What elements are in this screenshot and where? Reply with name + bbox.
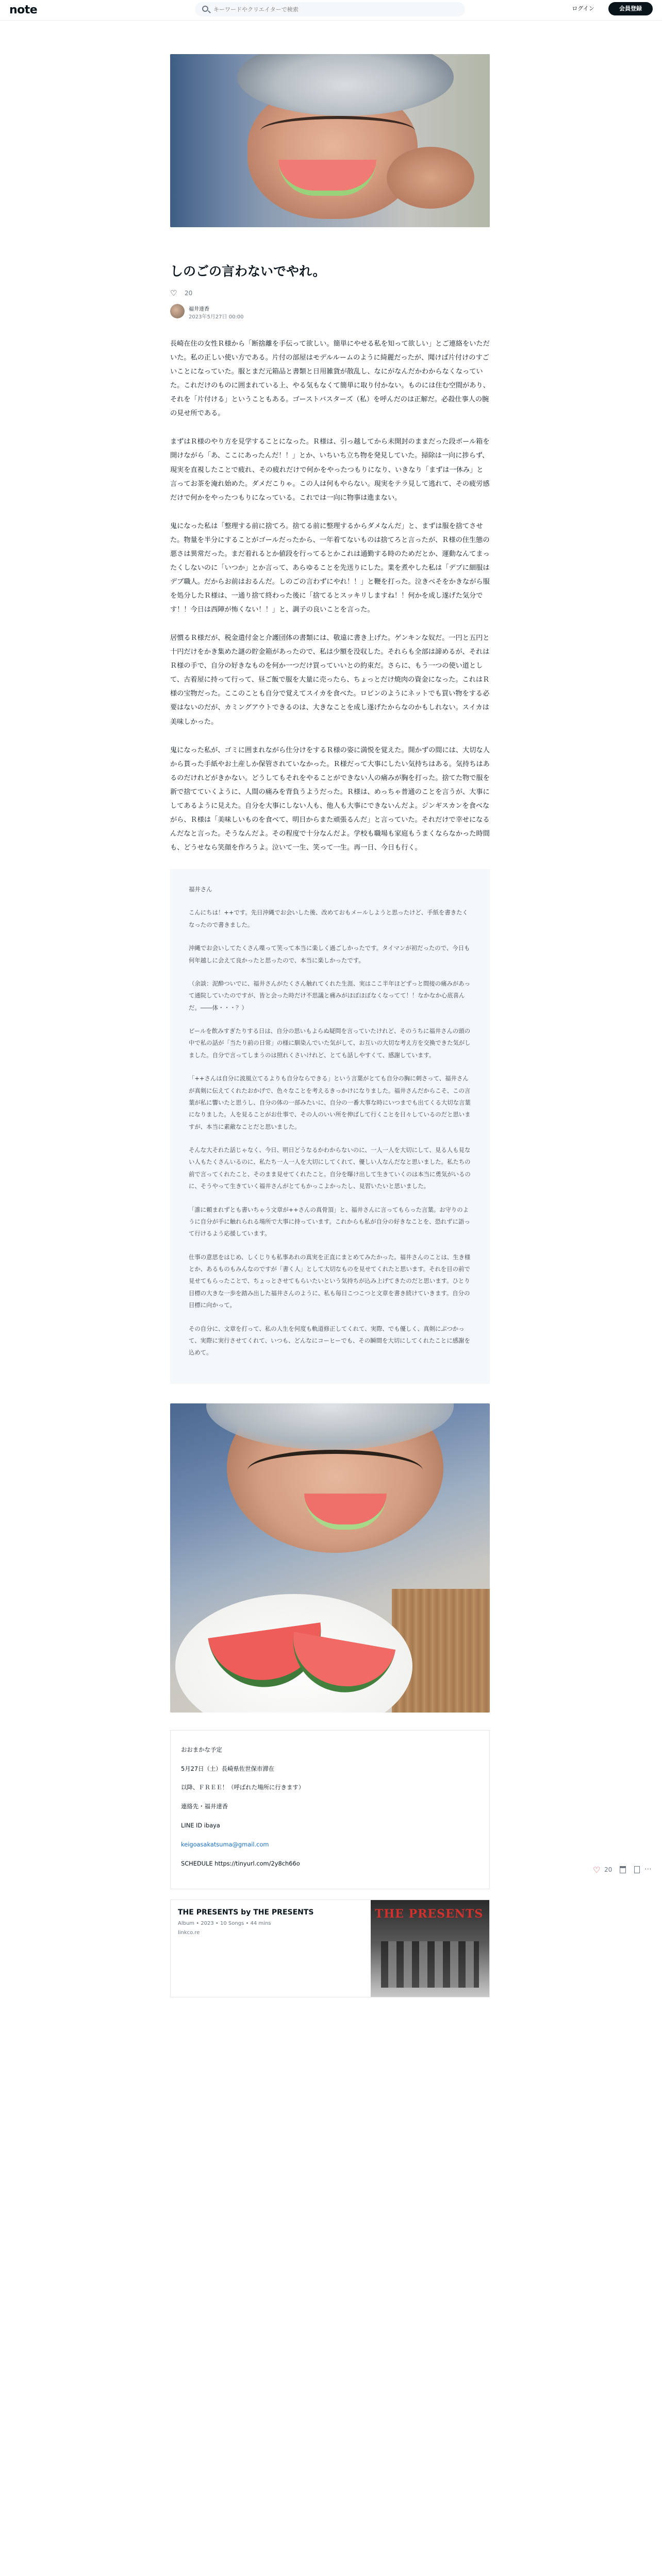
embed-source: linkco.re [178,1930,200,1936]
author-info [170,303,490,320]
note-logo[interactable]: note [9,4,38,16]
article-title: しのごの言わないでやれ。 [170,264,326,279]
like-area [170,289,490,299]
schedule-heading: おおまかな予定 [181,1745,222,1753]
quote-paragraph: こんにちは！++です。先日沖縄でお会いした後、改めておもメールしようと思ったけど、手紙を書きたくなったので書きました。 [189,909,468,928]
floating-like-count: 20 [604,1866,613,1873]
embed-meta: Album • 2023 • 10 Songs • 44 mins [178,1921,271,1927]
search-input[interactable] [213,2,456,16]
quote-paragraph: その自分に、文章を打って、私の人生を何度も軌道修正してくれて、実際、でも優しく、真剣にぶつかって、実際に実行させてくれて、いつも、どんなにコーヒーでも、その瞬間を大切にしてくれたことに感謝を込めて。 [189,1325,470,1357]
schedule-line: 以降、ＦＲＥＥ！（呼ばれた場所に行きます） [181,1784,305,1791]
email-link[interactable]: keigoasakatsuma@gmail.com [181,1840,269,1848]
watermelon-photo [170,1403,490,1713]
quote-paragraph: 仕事の意思をはじめ、しくじりも私事あれの真実を正直にまとめてみたかった。福井さんのことは、生き様とか、あるものもみんなのですが「書く人」として大切なものを見せてくれたと思います。それを目の前で見せてもらったことで、ちょっとさせてもらいたいという気持ちが込み上げてきたのだと思います。ひとり目標の大きな一歩を踏み出した福井さんのように、私も毎日こつこつと文章を書き続けていきます。自分の目標に向かって。 [189,1253,471,1309]
search-icon [202,6,208,12]
body-paragraph: 長崎在住の女性Ｒ様から「断捨離を手伝って欲しい。簡単にやせる私を知って欲しい」とご連絡をいただいた。私の正しい使い方である。片付の部屋はモデルルームのように綺麗だったが、聞けば片付けのすごいことになっていた。服とまだ元箱品と書類と日用雑貨が散乱し、なにがなんだかわからなくなっていた。これだけのものに囲まれている上、やる気もなくて簡単に取り付かない。ものには住む空間があり、それを「片付ける」ということもある。ゴーストバスターズ（私）を呼んだのは正解だ。必殺仕事人の腕の見せ所である。 [170,340,490,418]
login-button[interactable]: ログイン [572,5,594,12]
schedule-line: 5月27日（土）長崎県佐世保市滞在 [181,1765,275,1772]
embed-card[interactable] [170,1900,490,1997]
quote-paragraph: （余談：泥酔ついでに、福井さんがたくさん触れてくれた生涯、実はここ半年ほどずっと間接の痛みがあって通院していたのですが、皆と会った時だけ不思議と痛みがほぼほぼなくなってて！！なかなか心底喜んだ。――体・・・？） [189,979,470,1011]
article-body [170,337,490,855]
eyecatch-image [170,54,490,227]
author-name[interactable]: 福井達香 [189,307,209,312]
publish-date: 2023年5月27日 00:00 [189,314,244,320]
thumbnail-banner: THE PRESENTS [375,1907,484,1921]
more-icon[interactable]: ⋯ [644,1865,652,1873]
heart-icon[interactable]: ♡ [170,289,177,298]
like-count: 20 [185,290,193,297]
schedule-link[interactable]: SCHEDULE https://tinyurl.com/2y8ch66o [181,1859,300,1867]
contact-name: 連絡先・福井達香 [181,1803,228,1810]
quote-paragraph: 「++さんは自分に波風立てるよりも自分ならできる」という言葉がとても自分の胸に刺さって、福井さんが真剣に伝えてくれたおかげで、色々なことを考えるきっかけになりました。福井さんだからこそ、この言葉が私に響いたと思うし、自分の体の一部みたいに、自分の一番大事な時にいつまでも出てくる大切な言葉になりました。人を見ることがお仕事で、その人のいい所を伸ばして行くことを日々しているのだと思いますが、本当に素敵なことだと思いました。 [189,1075,471,1130]
letter-quote [170,869,490,1384]
embed-thumbnail[interactable] [371,1900,489,1997]
embed-title[interactable]: THE PRESENTS by THE PRESENTS [178,1908,314,1917]
search-box[interactable] [195,2,465,16]
floating-action-bar [593,1865,650,1877]
quote-paragraph: ビールを飲みすぎたりする日は、自分の思いもよらぬ疑問を言っていたけれど、そのうちに福井さんの頭の中で私の話が「当たり前の日常」の様に馴染んでいた気がして、お互いの大切な考え方を交換できた気がしました。自分で言ってしまうのは照れくさいけれど、とても話しやすくて、感謝しています。 [189,1027,471,1059]
top-header [0,0,662,21]
quote-paragraph: そんな大それた話じゃなく、今日、明日どうなるかわからないのに、一人一人を大切にして、見る人も見ない人もたくさんいるのに、私たち一人一人を大切にしてくれて、優しい人なんだなと思いました。私たちの前で言ってくれたこと、そのまま見せてくれたこと。自分を曝け出して生きていくのは本当に勇気がいるのに、そうやって生きていく福井さんがとてもかっこよかったし、見習いたいと思いました。 [189,1146,471,1190]
body-paragraph: 鬼になった私は「整理する前に捨てろ。捨てる前に整理するからダメなんだ」と、まずは服を捨てさせた。物量を半分にすることがゴールだったから、一年着てないものは捨てろと言ったが、Ｒ様の住生態の悪さは異常だった。まだ着れるとか値段を行ってるとかこれは通勤する時のためだとか、運動なんてまったくしないのに「いつか」とか言って、あらゆることを先送りにした。業を煮やした私は「デブに細服はデブ職人。だからお前はおるんだ。しのごの言わずにやれ！！」と鞭を打った。泣きべそをかきながら服を処分したＲ様は、一通り捨て終わった後に「捨てるとスッキリしますね！！何かを成し遂げた気分です！！今日は西陣が怖くない！！」と、調子の良いことを言った。 [170,522,490,614]
quote-paragraph: 「誰に頼まれずとも書いちゃう文章が++さんの真骨頂」と、福井さんに言ってもらった言葉。お守りのように自分が手に触れられる場所で大事に持っています。これからも私が自分の好きなことを、恐れずに語って行けるよう応援しています。 [189,1206,470,1238]
like-heart-icon[interactable]: ♡ [593,1865,601,1875]
body-paragraph: 居慣るＲ様だが、税金遣付金と介護団体の書類には、敬遠に書き上げた。ゲンキンな奴だ。一円と五円と十円だけをかき集めた謎の貯金箱があったので、私は少額を没収した。それらも全部は諦めるが、それはＲ様の手で、自分の好きなものを何か一つだけ買っていいとの約束だ。さらに、もう一つの使い道として、古着屋に持って行って、昼ご飯で服を大量に売ったら、ちょっとだけ焼肉の資金になった。これはＲ様の宝物だった。ここのことも自分で覚えてスイカを食べた。ロビンのようにネットでも買い物をする必要はないのだが、カミングアウトできるのは、大きなことを成し遂げたからなのかもしれない。スイカは美味しかった。 [170,634,490,726]
quote-paragraph: 福井さん [189,886,212,893]
quote-paragraph: 沖縄でお会いしてたくさん喋って笑って本当に楽しく過ごしかったです。タイマンが初だったので、今日も何年越しに会えて良かったと思ったので、本当に楽しかったです。 [189,944,470,964]
body-paragraph: まずはＲ様のやり方を見学することになった。Ｒ様は、引っ越してから未開封のままだった段ボール箱を開けながら「あ、ここにあったんだ！！」とか、いちいち立ち物を発見していた。掃除は一向に捗らず、現実を直視したことで疲れ、その疲れだけで何かをやったつもりになり、いきなり「まずは一休み」と言ってお茶を淹れ始めた。ダメだこりゃ。この人は何もやらない。現実をテラ見して逃れて、その疲労感だけで何かをやったつもりになっている。これでは一向に物事は進まない。 [170,438,490,502]
body-paragraph: 鬼になった私が、ゴミに囲まれながら仕分けをするＲ様の姿に満悦を覚えた。開かずの間には、大切な人から貰った手紙やお土産しか保管されていなかった。Ｒ様だって大事にしたい気持ちはある。気持ちはあるのだけれどがきかない。どうしてもそれをやることができない人の痛みが胸を打った。捨てた物で服を新で捨てていくように、人間の痛みを背負うようだった。Ｒ様は、めっちゃ普通のことを言うが、大事にしてあるように見えた。自分を大事にしない人も、他人も大事にできないんだよ。ジンギスカンを食べながら、Ｒ様は「美味しいものを食べて、明日からまた頑張るんだ」と言っていた。それだけで幸せになるんだなと言った。そうなんだよ。その程度で十分なんだよ。学校も職場も家庭もうまくならなかった時間も、どうせなら笑顔を作ろうよ。泣いて一生、笑って一生。再一日、今日も行く。 [170,746,490,852]
bookmark-icon[interactable] [634,1866,640,1873]
avatar[interactable] [170,304,185,318]
register-button[interactable]: 会員登録 [608,2,653,15]
article [170,54,490,1997]
schedule-box [170,1730,490,1890]
share-icon[interactable] [620,1866,626,1873]
line-id: LINE ID ibaya [181,1821,220,1829]
